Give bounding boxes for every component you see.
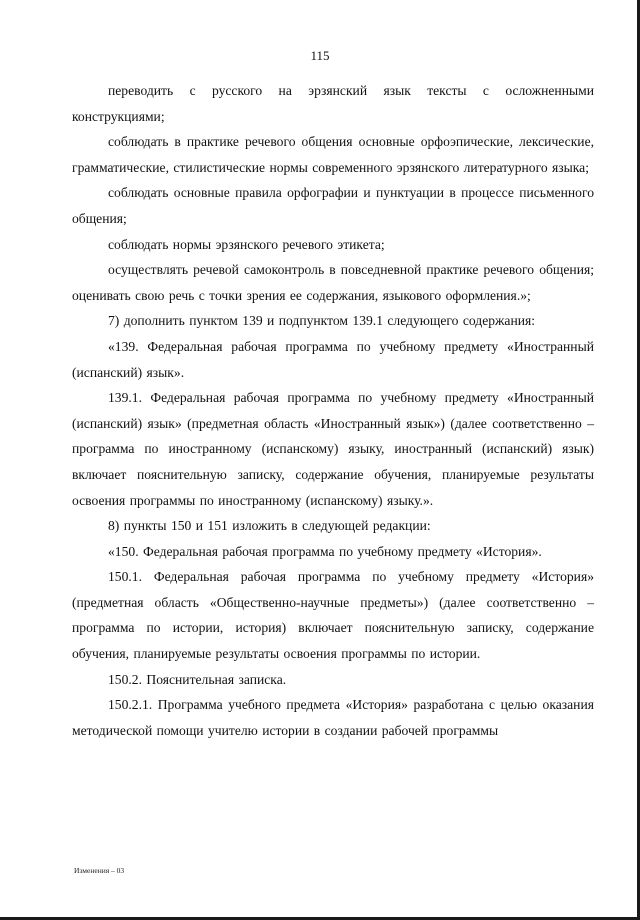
page-number: 115 [310, 48, 330, 63]
paragraph: 150.1. Федеральная рабочая программа по учебному предмету «История» (предметная область «Общественно-научные предметы») (далее соответственно – программа по истории, история) включает пояснительную записку, содержание обучения, планируемые результаты освоения программы по истории. [72, 569, 594, 662]
paragraph: осуществлять речевой самоконтроль в повседневной практике речевого общения; оценивать свою речь с точки зрения ее содержания, языкового оформления.»; [72, 262, 594, 303]
paragraph: 150.2. Пояснительная записка. [108, 671, 287, 687]
paragraph: «150. Федеральная рабочая программа по учебному предмету «История». [108, 543, 542, 559]
paragraph: 139.1. Федеральная рабочая программа по учебному предмету «Иностранный (испанский) язык» (предметная область «Иностранный язык») (далее соответственно – программа по иностранному (испанскому) языку, иностранный (испанский) язык) включает пояснительную записку, содержание обучения, планируемые результаты освоения программы по иностранному (испанскому) языку.». [72, 390, 594, 508]
paragraph: 150.2.1. Программа учебного предмета «История» разработана с целью оказания методической помощи учителю истории в создании рабочей программы [72, 697, 594, 738]
page-footer: Изменения – 03 [74, 866, 125, 875]
paragraph: 7) дополнить пунктом 139 и подпунктом 139.1 следующего содержания: [108, 313, 536, 329]
paragraph: 8) пункты 150 и 151 изложить в следующей редакции: [108, 518, 431, 534]
paragraph: соблюдать нормы эрзянского речевого этикета; [108, 236, 385, 252]
document-body [72, 78, 594, 743]
paragraph: соблюдать в практике речевого общения основные орфоэпические, лексические, грамматические, стилистические нормы современного эрзянского литературного языка; [72, 134, 594, 175]
paragraph: соблюдать основные правила орфографии и пунктуации в процессе письменного общения; [72, 185, 594, 226]
paragraph: переводить с русского на эрзянский язык тексты с осложненными конструкциями; [72, 83, 594, 124]
paragraph: «139. Федеральная рабочая программа по учебному предмету «Иностранный (испанский) язык». [72, 338, 594, 380]
